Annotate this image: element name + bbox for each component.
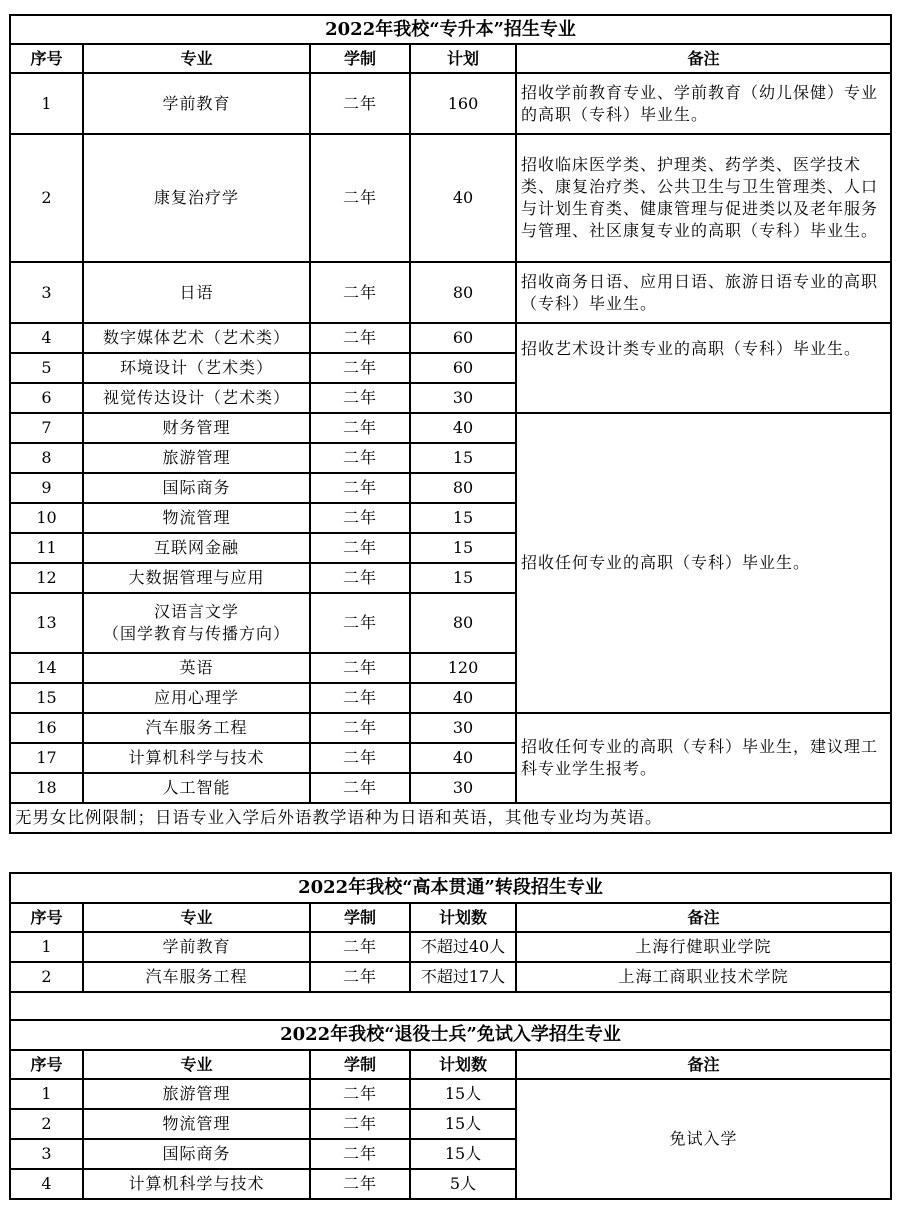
row-plan: 60: [410, 323, 516, 353]
row-major: 旅游管理: [83, 443, 310, 473]
row-plan: 不超过40人: [410, 932, 516, 962]
header-note: 备注: [516, 1050, 891, 1079]
header-no: 序号: [10, 1050, 83, 1079]
row-years: 二年: [310, 932, 410, 962]
row-plan: 30: [410, 773, 516, 803]
row-years: 二年: [310, 773, 410, 803]
row-major: [83, 593, 310, 653]
row-note: 招收商务日语、应用日语、旅游日语专业的高职（专科）毕业生。: [516, 262, 891, 323]
row-plan: 15人: [410, 1109, 516, 1139]
row-plan: 15人: [410, 1139, 516, 1169]
table-row: [10, 962, 891, 992]
row-note: 上海工商职业技术学院: [516, 962, 891, 992]
row-note: 招收临床医学类、护理类、药学类、医学技术类、康复治疗类、公共卫生与卫生管理类、人口与计划生育类、健康管理与促进类以及老年服务与管理、社区康复专业的高职（专科）毕业生。: [516, 134, 891, 262]
row-major: 学前教育: [83, 932, 310, 962]
zhuanshengben-table: [9, 14, 892, 834]
table-row: [10, 323, 891, 353]
row-plan: 不超过17人: [410, 962, 516, 992]
table-row: [10, 413, 891, 443]
table-row: [10, 1079, 891, 1109]
header-no: 序号: [10, 44, 83, 73]
header-years: 学制: [310, 903, 410, 932]
row-years: 二年: [310, 503, 410, 533]
row-major: 汽车服务工程: [83, 713, 310, 743]
header-plan: 计划数: [410, 1050, 516, 1079]
header-major: 专业: [83, 903, 310, 932]
row-major: 互联网金融: [83, 533, 310, 563]
row-major: 汽车服务工程: [83, 962, 310, 992]
row-plan: 160: [410, 73, 516, 134]
row-years: 二年: [310, 262, 410, 323]
row-major: 大数据管理与应用: [83, 563, 310, 593]
table-spacer-row: [10, 992, 891, 1020]
row-plan: 40: [410, 683, 516, 713]
header-major: 专业: [83, 44, 310, 73]
row-major: 英语: [83, 653, 310, 683]
row-plan: 15: [410, 443, 516, 473]
row-no: 11: [10, 533, 83, 563]
row-years: 二年: [310, 1169, 410, 1199]
row-no: 4: [10, 1169, 83, 1199]
row-years: 二年: [310, 653, 410, 683]
row-no: 14: [10, 653, 83, 683]
row-years: 二年: [310, 323, 410, 353]
row-major: 康复治疗学: [83, 134, 310, 262]
row-major: 计算机科学与技术: [83, 743, 310, 773]
row-no: 8: [10, 443, 83, 473]
row-years: 二年: [310, 473, 410, 503]
row-no: 2: [10, 134, 83, 262]
row-plan: 80: [410, 593, 516, 653]
row-years: 二年: [310, 533, 410, 563]
row-years: 二年: [310, 683, 410, 713]
row-plan: 40: [410, 413, 516, 443]
row-no: 1: [10, 73, 83, 134]
row-no: 6: [10, 383, 83, 413]
row-note: 免试入学: [516, 1079, 891, 1199]
table-row: [10, 73, 891, 134]
row-no: 7: [10, 413, 83, 443]
header-years: 学制: [310, 1050, 410, 1079]
row-note: 招收任何专业的高职（专科）毕业生，建议理工科专业学生报考。: [516, 713, 891, 803]
row-note: 招收任何专业的高职（专科）毕业生。: [516, 413, 891, 713]
row-plan: 15: [410, 563, 516, 593]
row-no: 2: [10, 962, 83, 992]
row-plan: 15人: [410, 1079, 516, 1109]
row-years: 二年: [310, 383, 410, 413]
row-plan: 80: [410, 262, 516, 323]
table-row: [10, 932, 891, 962]
row-major: 日语: [83, 262, 310, 323]
table-title: 2022年我校“高本贯通”转段招生专业: [10, 873, 891, 903]
table-title: 2022年我校“退役士兵”免试入学招生专业: [10, 1020, 891, 1050]
header-major: 专业: [83, 1050, 310, 1079]
header-plan: 计划: [410, 44, 516, 73]
table-row: [10, 134, 891, 262]
row-years: 二年: [310, 1079, 410, 1109]
row-plan: 30: [410, 713, 516, 743]
row-plan: 40: [410, 134, 516, 262]
row-major: 环境设计（艺术类）: [83, 353, 310, 383]
row-no: 10: [10, 503, 83, 533]
row-major: 学前教育: [83, 73, 310, 134]
row-years: 二年: [310, 443, 410, 473]
row-note: 招收艺术设计类专业的高职（专科）毕业生。: [516, 323, 891, 413]
row-no: 4: [10, 323, 83, 353]
row-years: 二年: [310, 593, 410, 653]
row-major: 国际商务: [83, 473, 310, 503]
header-plan: 计划数: [410, 903, 516, 932]
row-plan: 60: [410, 353, 516, 383]
row-years: 二年: [310, 353, 410, 383]
row-no: 13: [10, 593, 83, 653]
row-years: 二年: [310, 743, 410, 773]
row-plan: 15: [410, 533, 516, 563]
row-plan: 80: [410, 473, 516, 503]
row-years: 二年: [310, 73, 410, 134]
row-no: 17: [10, 743, 83, 773]
row-no: 15: [10, 683, 83, 713]
row-years: 二年: [310, 1139, 410, 1169]
row-years: 二年: [310, 713, 410, 743]
row-years: 二年: [310, 962, 410, 992]
header-note: 备注: [516, 44, 891, 73]
row-no: 9: [10, 473, 83, 503]
row-major: 国际商务: [83, 1139, 310, 1169]
row-major-line1: 汉语言文学: [153, 602, 239, 621]
row-major: 旅游管理: [83, 1079, 310, 1109]
row-plan: 5人: [410, 1169, 516, 1199]
table-footer-note: 无男女比例限制；日语专业入学后外语教学语种为日语和英语，其他专业均为英语。: [10, 803, 891, 833]
row-plan: 15: [410, 503, 516, 533]
row-major: 物流管理: [83, 1109, 310, 1139]
row-major: 财务管理: [83, 413, 310, 443]
table-row: [10, 713, 891, 743]
row-major: 数字媒体艺术（艺术类）: [83, 323, 310, 353]
row-note: 上海行健职业学院: [516, 932, 891, 962]
table-title: 2022年我校“专升本”招生专业: [10, 15, 891, 44]
row-plan: 30: [410, 383, 516, 413]
row-years: 二年: [310, 413, 410, 443]
row-years: 二年: [310, 1109, 410, 1139]
header-no: 序号: [10, 903, 83, 932]
row-major: 视觉传达设计（艺术类）: [83, 383, 310, 413]
header-note: 备注: [516, 903, 891, 932]
row-plan: 40: [410, 743, 516, 773]
row-major: 应用心理学: [83, 683, 310, 713]
row-years: 二年: [310, 134, 410, 262]
row-no: 1: [10, 932, 83, 962]
row-major: 人工智能: [83, 773, 310, 803]
table-row: [10, 262, 891, 323]
gaobenguantong-table: [9, 872, 892, 1200]
row-no: 5: [10, 353, 83, 383]
row-plan: 120: [410, 653, 516, 683]
row-major: 计算机科学与技术: [83, 1169, 310, 1199]
row-no: 16: [10, 713, 83, 743]
row-note: 招收学前教育专业、学前教育（幼儿保健）专业的高职（专科）毕业生。: [516, 73, 891, 134]
row-no: 3: [10, 262, 83, 323]
header-years: 学制: [310, 44, 410, 73]
row-no: 12: [10, 563, 83, 593]
row-no: 1: [10, 1079, 83, 1109]
row-no: 3: [10, 1139, 83, 1169]
row-major: 物流管理: [83, 503, 310, 533]
row-no: 18: [10, 773, 83, 803]
row-major-line2: （国学教育与传播方向）: [102, 624, 290, 643]
row-years: 二年: [310, 563, 410, 593]
row-no: 2: [10, 1109, 83, 1139]
